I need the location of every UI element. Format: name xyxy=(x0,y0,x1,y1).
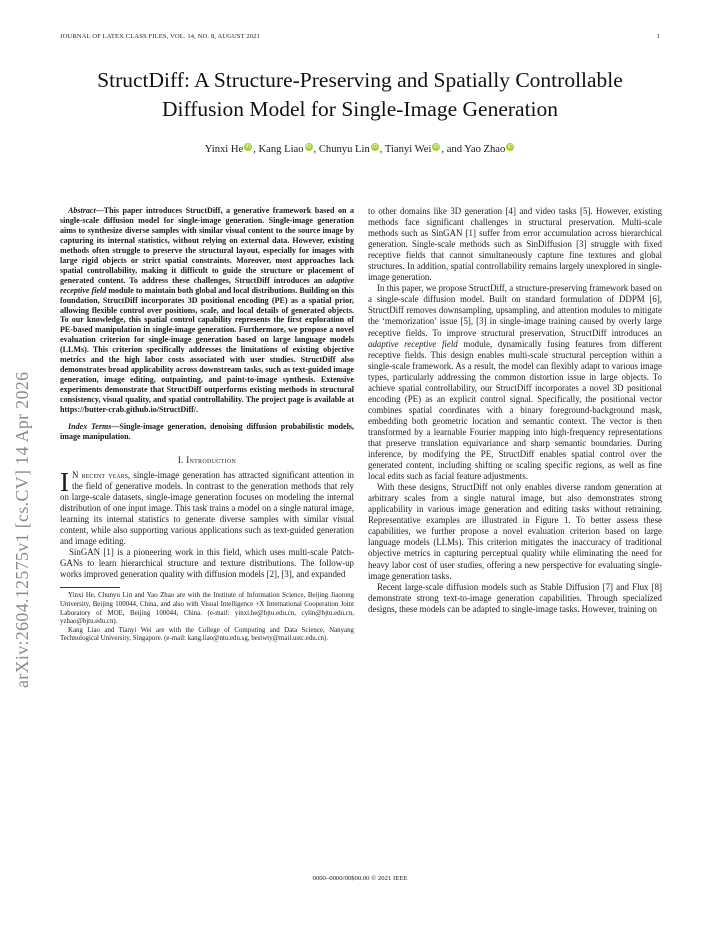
body-paragraph: With these designs, StructDiff not only enables diverse random generation at arbitrary scales from a single natural image, but also demonstrates strong applicability in various image generation and editing tasks without retraining. Representative examples are illustrated in Figure 1. To better assess these capabilities, we further propose a novel evaluation criterion based on large language models (LLMs). This criterion mitigates the inaccuracy of traditional objective metrics in capturing perceptual quality while eliminating the need for heavy labor cost of user studies, offering a new perspective for evaluating single-image generation tasks. xyxy=(368,482,662,581)
running-header xyxy=(60,33,660,40)
intro-paragraph: I N recent years, single-image generation has attracted significant attention in the field of generative models. In contrast to the generation methods that rely on large-scale datasets, single-image generation focuses on modeling the internal distribution of one input image. This task trains a model on a single natural image, learning its internal statistics to generate diverse samples with similar visual content, while also supporting various applications such as text-guided generation and image editing. xyxy=(60,466,354,547)
orcid-icon[interactable]: iD xyxy=(305,144,312,150)
abstract-label: Abstract xyxy=(68,206,96,215)
section-heading: I. Introduction xyxy=(177,454,237,465)
paper-title xyxy=(60,66,660,124)
abstract: Abstract—This paper introduces StructDiff, a generative framework based on a single-scale diffusion model for single-image generation. Single-image generation aims to synthesize diverse samples with similar visual content to the source image by capturing its internal statistics, without relying on external data. However, existing methods often struggle to preserve the structural layout, especially for images with large rigid objects or strict spatial constraints. Moreover, most approaches lack spatial controllability, making it difficult to guide the structure or placement of generated content. To address these challenges, StructDiff introduces an adaptive receptive field module to maintain both global and local distributions. Building on this foundation, StructDiff incorporates 3D positional encoding (PE) as a spatial prior, allowing flexible control over positions, scale, and local details of generated objects. To our knowledge, this spatial control capability represents the first exploration of PE-based manipulation in single-image generation. Furthermore, we propose a novel evaluation criterion for single-image generation based on large language models (LLMs). This criterion specifically addresses the limitations of existing objective metrics and the high labor costs associated with user studies. StructDiff also demonstrates broad applicability across downstream tasks, such as text-guided image generation, image editing, outpainting, and paint-to-image synthesis. Extensive experiments demonstrate that StructDiff outperforms existing methods in structural consistency, visual quality, and spatial controllability. The project page is available at https://butter-crab.github.io/StructDiff/. xyxy=(60,206,354,415)
body-paragraph: In this paper, we propose StructDiff, a structure-preserving framework based on a single-scale diffusion model. Built on standard formulation of DDPM [6], StructDiff removes downsampling, upsampling, and attention modules to mitigate the ‘memorization’ issue [5], [3] in single-image training caused by overly large receptive fields. To improve structural preservation, StructDiff introduces an adaptive receptive field module, dynamically fusing features from different receptive fields. This design enables multi-scale structural perception within a single-scale framework. As a result, the model can flexibly adapt to various image types, particularly addressing the common distortion issue in large objects. To achieve spatial controllability, our StructDiff incorporates a novel 3D positional encoding (PE) as an explicit control signal. Specifically, the positional vector combines spatial coordinates with a binary foreground-background mask, embedding both geometric location and semantic context. The vector is then transformed by a learnable Fourier mapping into high-frequency representations that preserve translation equivariance and sharp semantic boundaries. During inference, by modifying the PE, StructDiff enables spatial control over the generated content, including shifting or scaling specific regions, as well as fine local edits such as facial feature adjustments. xyxy=(368,283,662,482)
author-name: Tianyi Wei xyxy=(384,144,432,155)
arxiv-stamp[interactable]: arXiv:2604.12575v1 [cs.CV] 14 Apr 2026 xyxy=(12,371,32,688)
author-name: Yinxi He xyxy=(204,144,244,155)
author-name: Yao Zhao xyxy=(464,144,506,155)
right-column xyxy=(368,206,662,615)
orcid-icon[interactable]: iD xyxy=(245,144,251,150)
copyright-line: 0000–0000/00$00.00 © 2021 IEEE xyxy=(312,875,408,882)
emphasis-term: adaptive receptive field xyxy=(368,338,458,349)
footnote-divider xyxy=(60,587,120,588)
emphasis-term: adaptive receptive field xyxy=(60,275,354,295)
left-column xyxy=(60,206,354,644)
body-paragraph: to other domains like 3D generation [4] and video tasks [5]. However, existing methods face significant challenges in structural preservation. Multi-scale methods such as SinGAN [1] suffer from error accumulation across hierarchical generation. Single-scale methods such as SinDiffusion [3] struggle with fixed receptive fields that cannot simultaneously capture fine textures and global structures. In addition, spatial controllability remains largely unexplored in single-image generation. xyxy=(368,206,662,283)
index-terms-label: Index Terms xyxy=(68,422,112,432)
orcid-icon[interactable]: iD xyxy=(433,144,440,150)
title-line-1: StructDiff: A Structure-Preserving and Spatially Controllable xyxy=(97,68,623,92)
title-line-2: Diffusion Model for Single-Image Generation xyxy=(161,97,559,121)
author-name: Kang Liao xyxy=(258,144,304,155)
affiliation-footnote: Yinxi He, Chunyu Lin and Yao Zhao are with the Institute of Information Science, Beijing Jiaotong University, Beijing 100044, China, and also with Visual Intelligence +X International Cooperation Joint Laboratory of MOE, Beijing 100044, China. (e-mail: yinxi.he@bjtu.edu.cn, cylin@bjtu.edu.cn, yzhao@bjtu.edu.cn). xyxy=(60,592,354,626)
drop-cap: I xyxy=(60,466,69,497)
affiliation-footnote: Kang Liao and Tianyi Wei are with the College of Computing and Data Science, Nanyang Technological University, Singapore. (e-mail: kang.liao@ntu.edu.sg, bestwty@mail.ustc.edu.cn). xyxy=(60,626,354,643)
index-terms: Index Terms—Single-image generation, denoising diffusion probabilistic models, image manipulation. xyxy=(60,422,354,441)
page-number: 1 xyxy=(656,33,660,40)
body-paragraph: Recent large-scale diffusion models such as Stable Diffusion [7] and Flux [8] demonstrate strong text-to-image generation capabilities. Through specialized designs, these models can be adapted to single-image tasks. However, training on xyxy=(368,581,662,614)
orcid-icon[interactable]: iD xyxy=(507,144,513,150)
intro-paragraph: SinGAN [1] is a pioneering work in this field, which uses multi-scale Patch-GANs to learn hierarchical structure and texture distributions. The follow-up works improved generation quality with diffusion models [2], [3], and expanded xyxy=(60,547,354,580)
author-list: Yinxi He iD , Kang Liao iD , Chunyu Lin iD , Tianyi Wei iD , and Yao Zhao iD xyxy=(204,144,513,155)
journal-line: JOURNAL OF LATEX CLASS FILES, VOL. 14, NO. 8, AUGUST 2021 xyxy=(60,33,260,40)
author-name: Chunyu Lin xyxy=(318,144,370,155)
orcid-icon[interactable]: iD xyxy=(372,144,378,150)
